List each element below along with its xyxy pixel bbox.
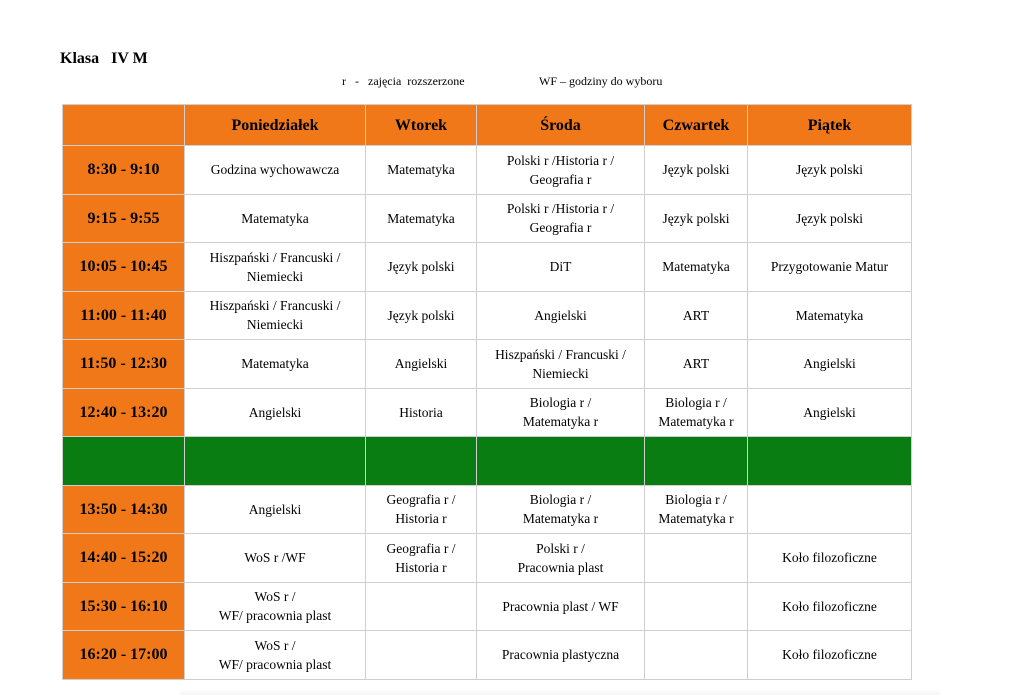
day-header-tuesday: Wtorek: [366, 105, 477, 146]
lesson-cell: Angielski: [366, 340, 477, 389]
lesson-cell: Geografia r / Historia r: [366, 485, 477, 534]
lesson-cell: Biologia r / Matematyka r: [477, 388, 645, 437]
lesson-cell: [645, 534, 748, 583]
day-header-friday: Piątek: [748, 105, 912, 146]
time-cell: 15:30 - 16:10: [63, 582, 185, 631]
table-row: [63, 534, 912, 583]
lesson-cell: Biologia r / Matematyka r: [645, 388, 748, 437]
time-cell: 8:30 - 9:10: [63, 146, 185, 195]
table-row: [63, 291, 912, 340]
table-row: [63, 631, 912, 680]
lesson-cell: Pracownia plastyczna: [477, 631, 645, 680]
time-cell: 12:40 - 13:20: [63, 388, 185, 437]
lesson-cell: Polski r / Pracownia plast: [477, 534, 645, 583]
lesson-cell: [645, 631, 748, 680]
table-row: [63, 243, 912, 292]
lesson-cell: [748, 485, 912, 534]
break-cell: [477, 437, 645, 486]
lesson-cell: Matematyka: [185, 340, 366, 389]
break-cell: [63, 437, 185, 486]
time-cell: 16:20 - 17:00: [63, 631, 185, 680]
header-row: [63, 105, 912, 146]
lesson-cell: Godzina wychowawcza: [185, 146, 366, 195]
lesson-cell: Koło filozoficzne: [748, 534, 912, 583]
lesson-cell: Matematyka: [645, 243, 748, 292]
lesson-cell: [645, 582, 748, 631]
class-title: Klasa IV M: [60, 50, 148, 67]
lesson-cell: Język polski: [748, 194, 912, 243]
lesson-cell: WoS r / WF/ pracownia plast: [185, 631, 366, 680]
time-cell: 11:00 - 11:40: [63, 291, 185, 340]
lesson-cell: Hiszpański / Francuski / Niemiecki: [185, 243, 366, 292]
lesson-cell: Matematyka: [366, 194, 477, 243]
lesson-cell: Język polski: [645, 194, 748, 243]
table-row: [63, 485, 912, 534]
lunch-break-row: [63, 437, 912, 486]
page-edge-shadow: [180, 688, 940, 695]
lesson-cell: Biologia r / Matematyka r: [477, 485, 645, 534]
lesson-cell: Angielski: [185, 485, 366, 534]
time-cell: 9:15 - 9:55: [63, 194, 185, 243]
lesson-cell: DiT: [477, 243, 645, 292]
lesson-cell: [366, 582, 477, 631]
lesson-cell: Koło filozoficzne: [748, 631, 912, 680]
lesson-cell: Przygotowanie Matur: [748, 243, 912, 292]
break-cell: [748, 437, 912, 486]
lesson-cell: Język polski: [366, 291, 477, 340]
day-header-monday: Poniedziałek: [185, 105, 366, 146]
lesson-cell: Matematyka: [748, 291, 912, 340]
lesson-cell: Język polski: [645, 146, 748, 195]
timetable: [62, 104, 912, 680]
lesson-cell: Angielski: [185, 388, 366, 437]
table-row: [63, 194, 912, 243]
lesson-cell: WoS r / WF/ pracownia plast: [185, 582, 366, 631]
lesson-cell: ART: [645, 340, 748, 389]
corner-cell: [63, 105, 185, 146]
time-cell: 14:40 - 15:20: [63, 534, 185, 583]
lesson-cell: Angielski: [748, 388, 912, 437]
lesson-cell: ART: [645, 291, 748, 340]
lesson-cell: Historia: [366, 388, 477, 437]
lesson-cell: Polski r /Historia r / Geografia r: [477, 194, 645, 243]
break-cell: [645, 437, 748, 486]
lesson-cell: WoS r /WF: [185, 534, 366, 583]
lesson-cell: Pracownia plast / WF: [477, 582, 645, 631]
time-cell: 10:05 - 10:45: [63, 243, 185, 292]
break-cell: [366, 437, 477, 486]
lesson-cell: Hiszpański / Francuski / Niemiecki: [185, 291, 366, 340]
lesson-cell: Matematyka: [185, 194, 366, 243]
lesson-cell: Biologia r / Matematyka r: [645, 485, 748, 534]
table-row: [63, 340, 912, 389]
legend-extended: r - zajęcia rozszerzone: [342, 74, 465, 88]
time-cell: 13:50 - 14:30: [63, 485, 185, 534]
day-header-thursday: Czwartek: [645, 105, 748, 146]
day-header-wednesday: Środa: [477, 105, 645, 146]
table-row: [63, 146, 912, 195]
table-row: [63, 582, 912, 631]
lesson-cell: Matematyka: [366, 146, 477, 195]
legend-wf: WF – godziny do wyboru: [539, 74, 663, 88]
lesson-cell: Język polski: [748, 146, 912, 195]
break-cell: [185, 437, 366, 486]
table-row: [63, 388, 912, 437]
time-cell: 11:50 - 12:30: [63, 340, 185, 389]
lesson-cell: Geografia r / Historia r: [366, 534, 477, 583]
lesson-cell: Język polski: [366, 243, 477, 292]
lesson-cell: Angielski: [477, 291, 645, 340]
lesson-cell: Polski r /Historia r / Geografia r: [477, 146, 645, 195]
lesson-cell: [366, 631, 477, 680]
lesson-cell: Koło filozoficzne: [748, 582, 912, 631]
lesson-cell: Angielski: [748, 340, 912, 389]
lesson-cell: Hiszpański / Francuski / Niemiecki: [477, 340, 645, 389]
